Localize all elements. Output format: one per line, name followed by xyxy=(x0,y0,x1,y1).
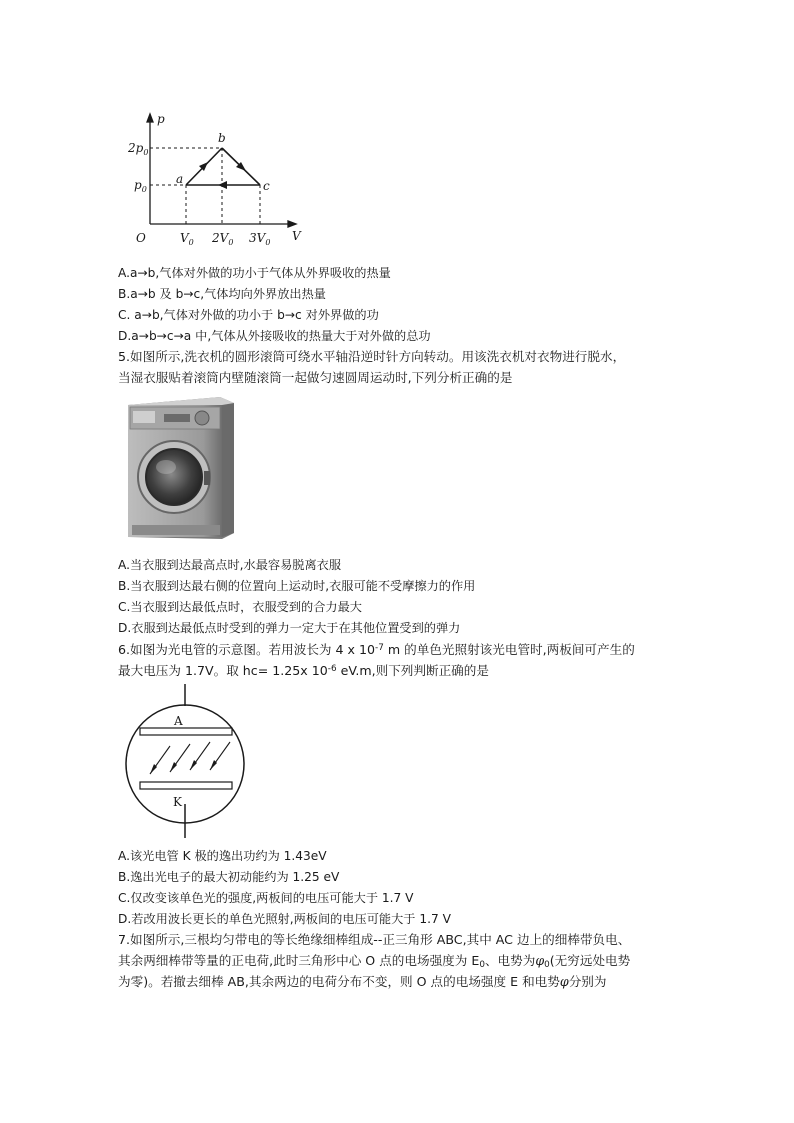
tick-2p0: $2p_0$ xyxy=(128,141,149,157)
plate-a xyxy=(140,728,232,735)
q4-option-a: A.a→b,气体对外做的功小于气体从外界吸收的热量 xyxy=(118,266,391,280)
label-origin: O xyxy=(136,231,146,245)
q4-option-d: D.a→b→c→a 中,气体从外接吸收的热量大于对外做的总功 xyxy=(118,329,431,343)
label-plate-k: K xyxy=(173,795,182,809)
q5-option-c: C.当衣服到达最低点时，衣服受到的合力最大 xyxy=(118,600,362,614)
q5-stem-line2: 当湿衣服贴着滚筒内壁随滚筒一起做匀速圆周运动时,下列分析正确的是 xyxy=(118,370,513,385)
q6-stem-line2: 最大电压为 1.7V。取 hc= 1.25x $10^{-6}$ eV.m,则下列判断正确的是 xyxy=(118,662,489,678)
q6-option-d: D.若改用波长更长的单色光照射,两板间的电压可能大于 1.7 V xyxy=(118,912,451,926)
tick-3v0: $3V_0$ xyxy=(249,231,271,247)
v-axis-arrow xyxy=(288,221,296,227)
tick-v0: $V_0$ xyxy=(180,231,194,247)
q7-line2: 其余两细棒带等量的正电荷,此时三角形中心 O 点的电场强度为 $E_0$、电势为$\varphi_0$(无穷远处电势 xyxy=(118,953,631,971)
q7-line1: 7.如图所示,三根均匀带电的等长绝缘细棒组成--正三角形 ABC,其中 AC 边上的细棒带负电、 xyxy=(118,932,631,947)
q5-option-b: B.当衣服到达最右侧的位置向上运动时,衣服可能不受摩擦力的作用 xyxy=(118,579,476,593)
pv-diagram xyxy=(128,112,310,250)
q4-option-c: C. a→b,气体对外做的功小于 b→c 对外界做的功 xyxy=(118,308,379,322)
washing-machine-photo xyxy=(124,393,240,541)
q5-stem-line1: 5.如图所示,洗衣机的圆形滚筒可绕水平轴沿逆时针方向转动。用该洗衣机对衣物进行脱水， xyxy=(118,349,626,364)
tick-p0: $p_0$ xyxy=(134,178,147,194)
label-v: V xyxy=(292,229,301,243)
q6-option-a: A.该光电管 K 极的逸出功约为 1.43eV xyxy=(118,849,327,863)
label-b: b xyxy=(218,131,226,145)
p-axis-arrow xyxy=(147,114,153,122)
q6-option-b: B.逸出光电子的最大初动能约为 1.25 eV xyxy=(118,870,340,884)
label-plate-a: A xyxy=(174,714,183,728)
label-a: a xyxy=(176,172,184,186)
plate-k xyxy=(140,782,232,789)
arrow-c-a xyxy=(218,181,227,189)
q6-stem-line1: 6.如图为光电管的示意图。若用波长为 4 x $10^{-7}$ m 的单色光照射该光电管时,两板间可产生的 xyxy=(118,641,635,657)
label-p: p xyxy=(157,112,165,126)
q7-line3: 为零)。若撤去细棒 AB,其余两边的电荷分布不变，则 O 点的电场强度 E 和电势φ分别为 xyxy=(118,974,607,989)
phototube-diagram xyxy=(122,684,252,840)
q4-option-b: B.a→b 及 b→c,气体均向外界放出热量 xyxy=(118,287,326,301)
q6-option-c: C.仅改变该单色光的强度,两板间的电压可能大于 1.7 V xyxy=(118,891,414,905)
q5-option-a: A.当衣服到达最高点时,水最容易脱离衣服 xyxy=(118,558,342,572)
q5-option-d: D.衣服到达最低点时受到的弹力一定大于在其他位置受到的弹力 xyxy=(118,621,461,635)
label-c: c xyxy=(263,179,270,193)
tick-2v0: $2V_0$ xyxy=(212,231,234,247)
